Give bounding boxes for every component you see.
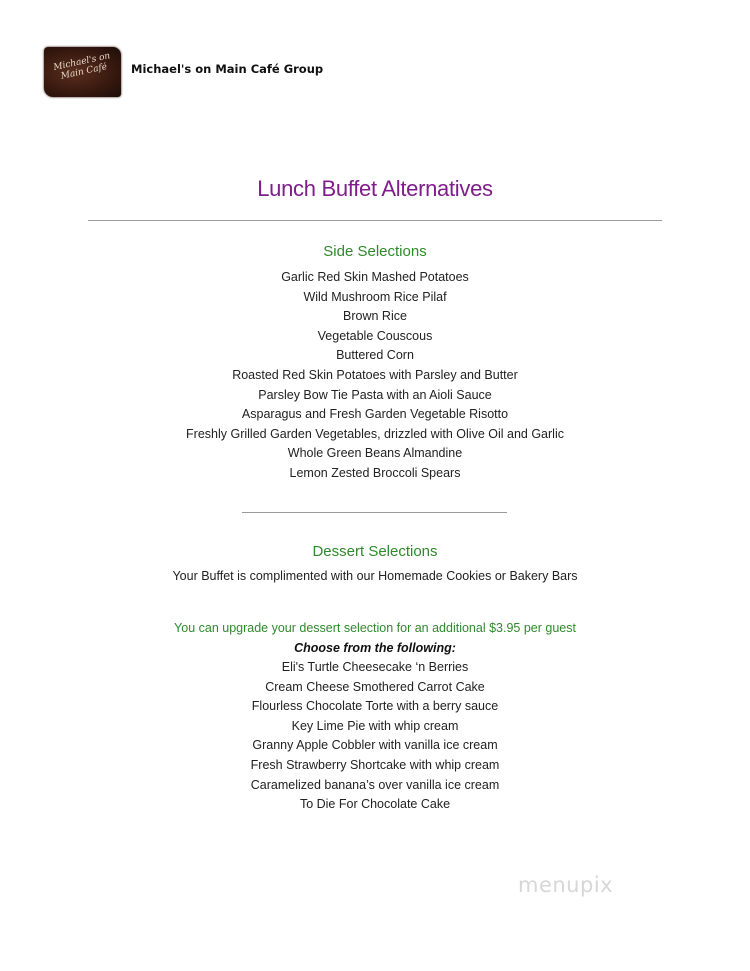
brand-name: Michael's on Main Café Group	[131, 62, 324, 76]
side-item: Asparagus and Fresh Garden Vegetable Risotto	[241, 407, 509, 422]
dessert-item: To Die For Chocolate Cake	[299, 797, 451, 812]
dessert-item: Key Lime Pie with whip cream	[291, 718, 459, 733]
side-item: Roasted Red Skin Potatoes with Parsley and Butter	[232, 367, 518, 382]
side-selections-list	[0, 268, 750, 484]
menupix-watermark: menupix	[518, 873, 614, 897]
side-item: Brown Rice	[343, 309, 407, 324]
page-title: Lunch Buffet Alternatives	[257, 176, 493, 201]
side-item: Freshly Grilled Garden Vegetables, drizzled with Olive Oil and Garlic	[186, 426, 564, 441]
dessert-choose-label: Choose from the following:	[294, 641, 456, 655]
section-divider	[242, 512, 507, 513]
dessert-item: Fresh Strawberry Shortcake with whip cream	[250, 757, 500, 772]
side-item: Whole Green Beans Almandine	[287, 446, 463, 461]
dessert-item: Caramelized banana’s over vanilla ice cream	[250, 777, 500, 792]
side-item: Garlic Red Skin Mashed Potatoes	[281, 270, 469, 284]
restaurant-logo	[44, 47, 121, 97]
side-selections-heading: Side Selections	[323, 243, 427, 260]
dessert-item: Cream Cheese Smothered Carrot Cake	[265, 679, 485, 694]
dessert-selections-heading: Dessert Selections	[312, 543, 438, 560]
side-item: Vegetable Couscous	[317, 328, 433, 343]
dessert-selections-list	[0, 658, 750, 815]
dessert-intro: Your Buffet is complimented with our Homemade Cookies or Bakery Bars	[172, 569, 578, 583]
side-item: Buttered Corn	[336, 348, 414, 363]
title-divider	[88, 220, 662, 221]
dessert-item: Granny Apple Cobbler with vanilla ice cream	[252, 738, 498, 753]
dessert-upgrade-note: You can upgrade your dessert selection for an additional $3.95 per guest	[174, 621, 576, 635]
side-item: Lemon Zested Broccoli Spears	[289, 465, 461, 480]
side-item: Wild Mushroom Rice Pilaf	[303, 289, 447, 304]
dessert-item: Eli's Turtle Cheesecake ‘n Berries	[281, 660, 469, 674]
dessert-item: Flourless Chocolate Torte with a berry sauce	[251, 699, 499, 714]
logo-text: Michael's on Main Café	[52, 51, 112, 82]
side-item: Parsley Bow Tie Pasta with an Aioli Sauce	[258, 387, 492, 402]
